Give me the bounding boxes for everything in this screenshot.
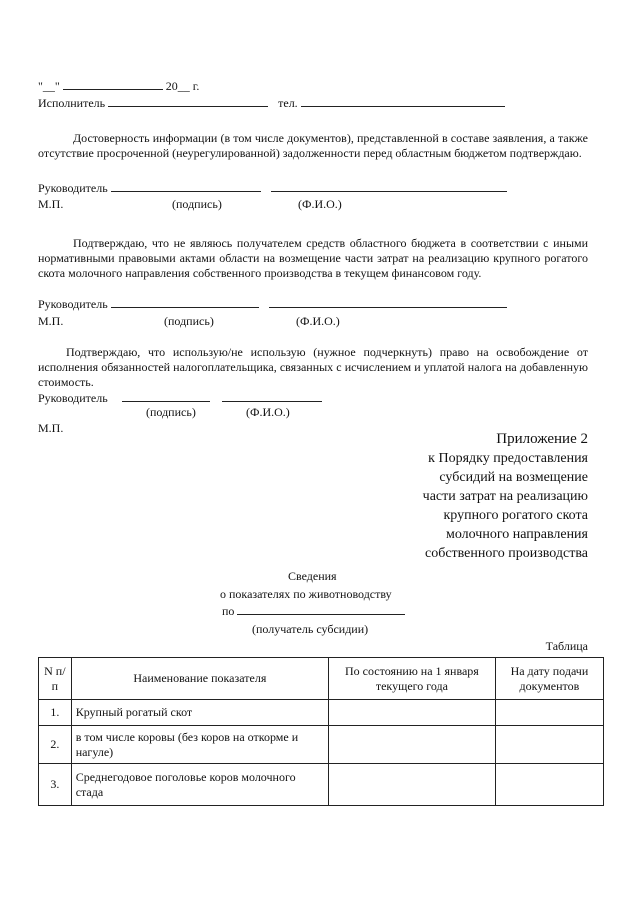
executor-label: Исполнитель xyxy=(38,96,106,110)
table-label: Таблица xyxy=(545,639,588,653)
report-recipient-caption: (получатель субсидии) xyxy=(252,622,369,636)
block1-head-label: Руководитель xyxy=(38,181,108,195)
row-1-name: Крупный рогатый скот xyxy=(71,700,328,726)
date-year: 20__ г. xyxy=(165,79,200,93)
report-by-line xyxy=(222,604,405,619)
row-3-name: Среднегодовое поголовье коров молочного стада xyxy=(71,764,328,806)
block2-signature-caption: (подпись) xyxy=(164,314,214,328)
table-row xyxy=(39,700,604,726)
row-2-jan-cell xyxy=(329,726,496,764)
row-1-date-cell xyxy=(495,700,603,726)
row-2-num: 2. xyxy=(39,726,72,764)
header-date: На дату подачи документов xyxy=(495,658,603,700)
appendix-line-6: молочного направления xyxy=(445,527,588,542)
date-month-blank xyxy=(63,88,163,90)
header-jan: По состоянию на 1 января текущего года xyxy=(329,658,496,700)
header-name: Наименование показателя xyxy=(71,658,328,700)
block1-head-line xyxy=(38,181,507,196)
date-day: "__" xyxy=(38,79,60,93)
block3-fio-caption: (Ф.И.О.) xyxy=(246,405,290,419)
row-1-jan-cell xyxy=(329,700,496,726)
report-subtitle: о показателях по животноводству xyxy=(220,587,392,601)
report-recipient-blank xyxy=(237,613,405,615)
block3-head-line xyxy=(38,391,322,406)
block1-text-rest: также отсутствие просроченной (неурегулированной) задолженности перед областным бюджетом подтверждаю. xyxy=(38,131,589,160)
appendix-line-7: собственного производства xyxy=(424,546,588,561)
block2-text xyxy=(38,236,588,281)
row-1-num: 1. xyxy=(39,700,72,726)
appendix-line-4: части затрат на реализацию xyxy=(422,489,588,504)
block1-fio-blank xyxy=(271,190,507,192)
table-header-row xyxy=(39,658,604,700)
block1-mp: М.П. xyxy=(38,197,64,211)
block3-signature-caption: (подпись) xyxy=(146,405,196,419)
block3-sign-blank xyxy=(122,400,210,402)
row-2-date-cell xyxy=(495,726,603,764)
executor-blank xyxy=(108,105,268,107)
block2-head-line xyxy=(38,297,507,312)
block3-text-first: Подтверждаю, что использую/не использую (нужное подчеркнуть) право на освобождение от xyxy=(66,345,588,359)
block1-text xyxy=(38,131,588,161)
block1-sign-blank xyxy=(111,190,261,192)
date-line xyxy=(38,79,199,94)
phone-label: тел. xyxy=(278,96,298,110)
block3-fio-blank xyxy=(222,400,322,402)
block3-text-rest: исполнения обязанностей налогоплательщика, связанных с исчислением и уплатой налога на добавленную стоимость. xyxy=(38,360,588,389)
table-row xyxy=(39,764,604,806)
header-num: N п/п xyxy=(39,658,72,700)
table-row xyxy=(39,726,604,764)
block2-head-label: Руководитель xyxy=(38,297,108,311)
block2-fio-blank xyxy=(269,306,507,308)
report-title: Сведения xyxy=(288,569,337,583)
executor-line xyxy=(38,96,505,111)
appendix-heading xyxy=(423,430,588,563)
appendix-line-1: Приложение 2 xyxy=(496,431,588,447)
block2-text-first: Подтверждаю, что не являюсь получателем средств областного бюджета в соответствии с xyxy=(73,236,549,250)
block2-mp: М.П. xyxy=(38,314,64,328)
block1-text-first: Достоверность информации (в том числе документов), представленной в составе заявления, а xyxy=(73,131,555,145)
block2-fio-caption: (Ф.И.О.) xyxy=(296,314,340,328)
block2-text-rest: иными нормативными правовыми актами области на возмещение части затрат на реализацию крупного рогатого скота молочного направления собственного производства в текущем финансовом году. xyxy=(38,236,589,280)
report-by: по xyxy=(222,604,235,618)
row-3-jan-cell xyxy=(329,764,496,806)
block1-fio-caption: (Ф.И.О.) xyxy=(298,197,342,211)
row-3-num: 3. xyxy=(39,764,72,806)
block3-text xyxy=(38,345,588,390)
block3-mp: М.П. xyxy=(38,421,64,435)
appendix-line-3: субсидий на возмещение xyxy=(439,470,588,485)
row-3-date-cell xyxy=(495,764,603,806)
indicators-table xyxy=(38,657,604,806)
block3-head-label: Руководитель xyxy=(38,391,108,405)
block1-signature-caption: (подпись) xyxy=(172,197,222,211)
block2-sign-blank xyxy=(111,306,259,308)
appendix-line-2: к Порядку предоставления xyxy=(428,451,588,466)
appendix-line-5: крупного рогатого скота xyxy=(443,508,588,523)
phone-blank xyxy=(301,105,505,107)
row-2-name: в том числе коровы (без коров на откорме и нагуле) xyxy=(71,726,328,764)
